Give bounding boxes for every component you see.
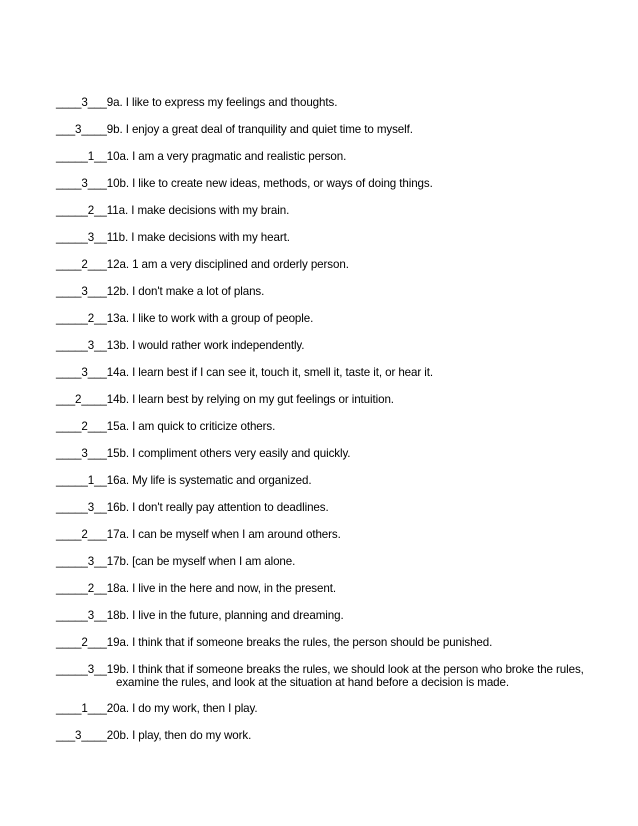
list-item: ___2____14b. I learn best by relying on my gut feelings or intuition.: [56, 393, 394, 406]
list-item: _____1__10a. I am a very pragmatic and realistic person.: [56, 150, 347, 163]
list-item: ____2___19a. I think that if someone breaks the rules, the person should be punished.: [56, 636, 493, 649]
list-item: ____2___12a. 1 am a very disciplined and orderly person.: [56, 258, 349, 271]
list-item: ____3___10b. I like to create new ideas, methods, or ways of doing things.: [56, 177, 433, 190]
list-item: ____3___15b. I compliment others very easily and quickly.: [56, 447, 351, 460]
list-item: _____3__16b. I don't really pay attention to deadlines.: [56, 501, 329, 514]
list-item: _____3__13b. I would rather work independently.: [56, 339, 305, 352]
list-item: ___3____9b. I enjoy a great deal of tranquility and quiet time to myself.: [56, 123, 413, 136]
list-item: ____3___12b. I don't make a lot of plans.: [56, 285, 265, 298]
list-item: _____3__11b. I make decisions with my heart.: [56, 231, 290, 244]
list-item: _____3__19b. I think that if someone breaks the rules, we should look at the person who broke the rules, examine the rules, and look at the situation at hand before a decision is made.: [56, 663, 584, 689]
list-item: _____2__18a. I live in the here and now, in the present.: [56, 582, 336, 595]
list-item: ____2___17a. I can be myself when I am around others.: [56, 528, 341, 541]
list-item: _____3__18b. I live in the future, planning and dreaming.: [56, 609, 344, 622]
list-item: _____1__16a. My life is systematic and organized.: [56, 474, 312, 487]
list-item: _____2__11a. I make decisions with my brain.: [56, 204, 290, 217]
list-item: _____3__17b. [can be myself when I am alone.: [56, 555, 296, 568]
questionnaire-list: [56, 96, 616, 756]
list-item: ____2___15a. I am quick to criticize others.: [56, 420, 276, 433]
list-item: ___3____20b. I play, then do my work.: [56, 729, 252, 742]
list-item: ____1___20a. I do my work, then I play.: [56, 702, 258, 715]
list-item: ____3___14a. I learn best if I can see it, touch it, smell it, taste it, or hear it.: [56, 366, 433, 379]
list-item: ____3___9a. I like to express my feelings and thoughts.: [56, 96, 338, 109]
list-item: _____2__13a. I like to work with a group of people.: [56, 312, 314, 325]
